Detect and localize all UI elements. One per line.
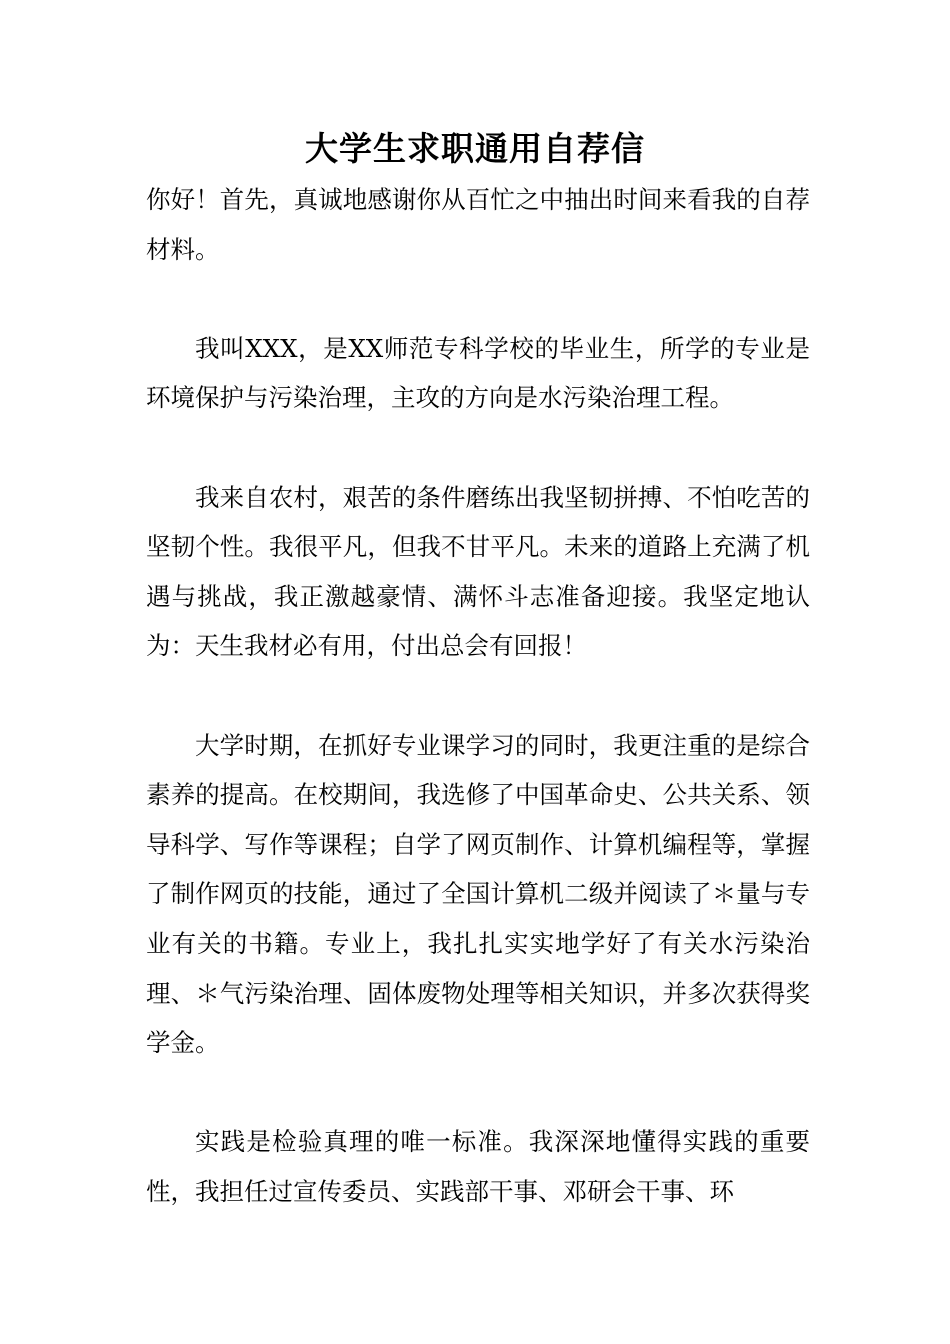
paragraph-introduction: 我叫XXX，是XX师范专科学校的毕业生，所学的专业是环境保护与污染治理，主攻的方向是水污染治理工程。 <box>146 333 810 413</box>
document-title: 大学生求职通用自荐信 <box>305 129 645 168</box>
paragraph-practice: 实践是检验真理的唯一标准。我深深地懂得实践的重要性，我担任过宣传委员、实践部干事、邓研会干事、环 <box>146 1127 810 1206</box>
paragraph-background: 我来自农村，艰苦的条件磨练出我坚韧拼搏、不怕吃苦的坚韧个性。我很平凡，但我不甘平凡。未来的道路上充满了机遇与挑战，我正激越豪情、满怀斗志准备迎接。我坚定地认为：天生我材必有用，付出总会有回报！ <box>146 482 810 661</box>
paragraph-greeting: 你好！首先，真诚地感谢你从百忙之中抽出时间来看我的自荐材料。 <box>146 185 810 264</box>
document-body <box>146 175 810 1216</box>
paragraph-university: 大学时期，在抓好专业课学习的同时，我更注重的是综合素养的提高。在校期间，我选修了中国革命史、公共关系、领导科学、写作等课程；自学了网页制作、计算机编程等，掌握了制作网页的技能，通过了全国计算机二级并阅读了＊量与专业有关的书籍。专业上，我扎扎实实地学好了有关水污染治理、＊气污染治理、固体废物处理等相关知识，并多次获得奖学金。 <box>146 730 810 1058</box>
